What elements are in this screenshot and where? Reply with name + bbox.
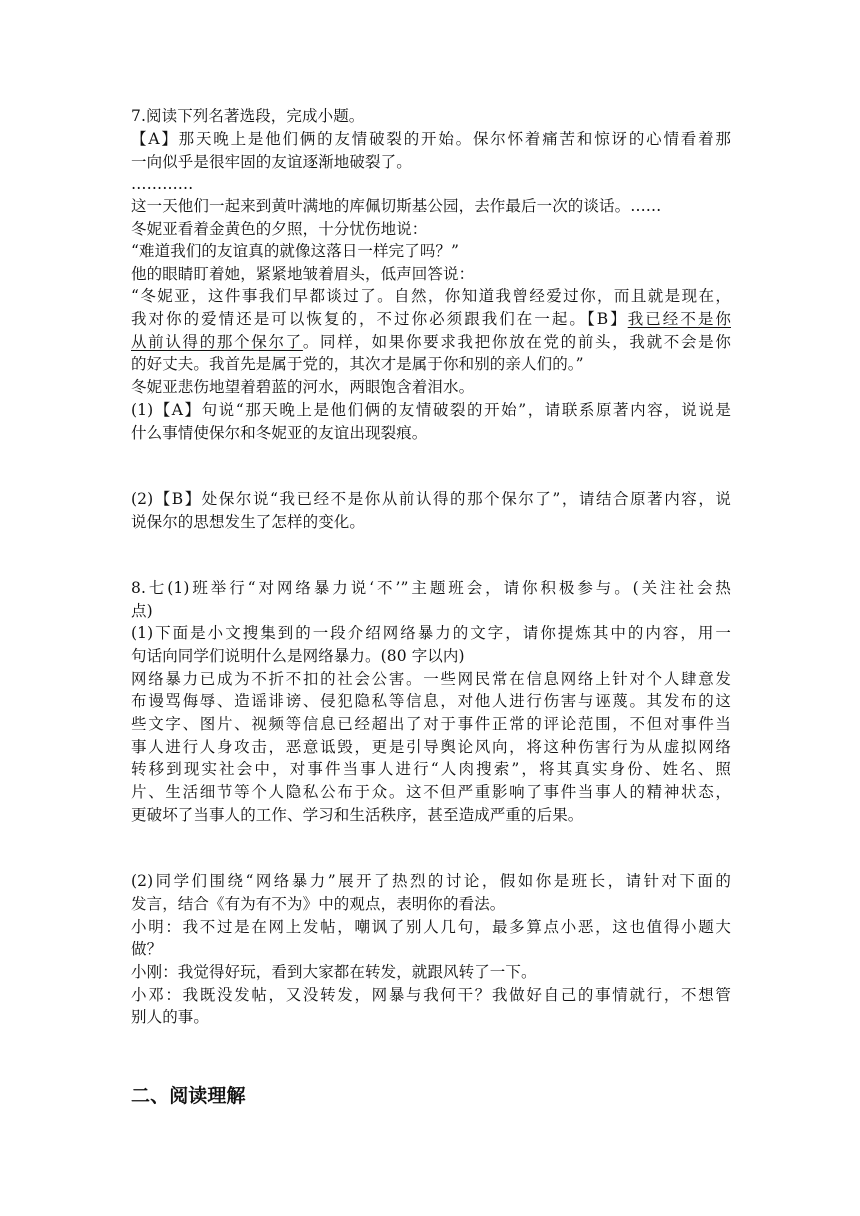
- q7-subquestion-2-line-1: (2)【B】处保尔说“我已经不是你从前认得的那个保尔了”，请结合原著内容，说: [131, 490, 731, 508]
- p6-line-2-text: 我对你的爱情还是可以恢复的，不过你必须跟我们在一起。【B】: [131, 310, 628, 328]
- q7-passage-a-line-1: 【A】那天晚上是他们俩的友情破裂的开始。保尔怀着痛苦和惊讶的心情看着那: [131, 130, 731, 148]
- q8-material-line-4: 事人进行人身攻击，恶意诋毁，更是引导舆论风向，将这种伤害行为从虚拟网络: [131, 738, 731, 756]
- q8-xiaoming-line-2: 做？: [131, 940, 163, 958]
- q7-passage-a-line-2: 一向似乎是很牢固的友谊逐渐地破裂了。: [131, 153, 412, 171]
- q7-passage-p6-line-2: [131, 308, 731, 330]
- q8-xiaogang: 小刚：我觉得好玩，看到大家都在转发，就跟风转了一下。: [131, 963, 537, 981]
- p6-line-3-text: 。同样，如果你要求我把你放在党的前头，我就不会是你: [302, 333, 731, 351]
- q8-xiaoming-line-1: 小明：我不过是在网上发帖，嘲讽了别人几句，最多算点小恶，这也值得小题大: [131, 918, 731, 936]
- q7-passage-p6-line-4: 的好丈夫。我首先是属于党的，其次才是属于你和别的亲人们的。”: [131, 355, 584, 373]
- q7-passage-p2: 这一天他们一起来到黄叶满地的库佩切斯基公园，去作最后一次的谈话。……: [131, 197, 662, 215]
- q8-xiaodeng-line-1: 小邓：我既没发帖，又没转发，网暴与我何干？我做好自己的事情就行，不想管: [131, 986, 731, 1004]
- q8-material-line-1: 网络暴力已成为不折不扣的社会公害。一些网民常在信息网络上针对个人肆意发: [131, 670, 731, 688]
- q8-subquestion-1-line-1: (1)下面是小文搜集到的一段介绍网络暴力的文字，请你提炼其中的内容，用一: [131, 624, 731, 642]
- q7-title: 7.阅读下列名著选段，完成小题。: [131, 107, 365, 125]
- underlined-sentence-b-start: 我已经不是你: [627, 310, 731, 328]
- q8-material-line-6: 片、生活细节等个人隐私公布于众。这不但严重影响了事件当事人的精神状态，: [131, 783, 731, 801]
- q8-material-line-3: 些文字、图片、视频等信息已经超出了对于事件正常的评论范围，不但对事件当: [131, 715, 731, 733]
- q7-subquestion-2-line-2: 说保尔的思想发生了怎样的变化。: [131, 513, 366, 531]
- q8-material-line-7: 更破坏了当事人的工作、学习和生活秩序，甚至造成严重的后果。: [131, 806, 584, 824]
- q8-material-line-5: 转移到现实社会中，对事件当事人进行“人肉搜索”，将其真实身份、姓名、照: [131, 760, 731, 778]
- q7-passage-quote: “难道我们的友谊真的就像这落日一样完了吗？”: [131, 242, 460, 260]
- q8-title-line-1: 8.七(1)班举行“对网络暴力说‘不’”主题班会，请你积极参与。(关注社会热: [131, 579, 731, 597]
- q8-subquestion-2-line-1: (2)同学们围绕“网络暴力”展开了热烈的讨论，假如你是班长，请针对下面的: [131, 872, 731, 890]
- q7-ellipsis: …………: [131, 175, 194, 193]
- q7-passage-p6-line-1: “冬妮亚，这件事我们早都谈过了。自然，你知道我曾经爱过你，而且就是现在，: [131, 287, 731, 305]
- q8-title-line-2: 点): [131, 602, 153, 620]
- q7-passage-p3: 冬妮亚看着金黄色的夕照，十分忧伤地说：: [131, 220, 428, 238]
- underlined-sentence-b-end: 从前认得的那个保尔了: [131, 333, 303, 351]
- q7-passage-p6-line-3: [131, 331, 731, 353]
- q7-subquestion-1-line-1: (1)【A】句说“那天晚上是他们俩的友情破裂的开始”，请联系原著内容，说说是: [131, 401, 731, 419]
- q7-subquestion-1-line-2: 什么事情使保尔和冬妮亚的友谊出现裂痕。: [131, 424, 428, 442]
- q7-passage-p5: 他的眼睛盯着她，紧紧地皱着眉头，低声回答说：: [131, 265, 475, 283]
- q7-passage-p7: 冬妮亚悲伤地望着碧蓝的河水，两眼饱含着泪水。: [131, 378, 475, 396]
- q8-subquestion-2-line-2: 发言，结合《有为有不为》中的观点，表明你的看法。: [131, 895, 506, 913]
- q8-material-line-2: 布谩骂侮辱、造谣诽谤、侵犯隐私等信息，对他人进行伤害与诬蔑。其发布的这: [131, 692, 731, 710]
- section-heading: 二、阅读理解: [131, 1085, 246, 1107]
- q8-subquestion-1-line-2: 句话向同学们说明什么是网络暴力。(80 字以内): [131, 647, 465, 665]
- q8-xiaodeng-line-2: 别人的事。: [131, 1008, 210, 1026]
